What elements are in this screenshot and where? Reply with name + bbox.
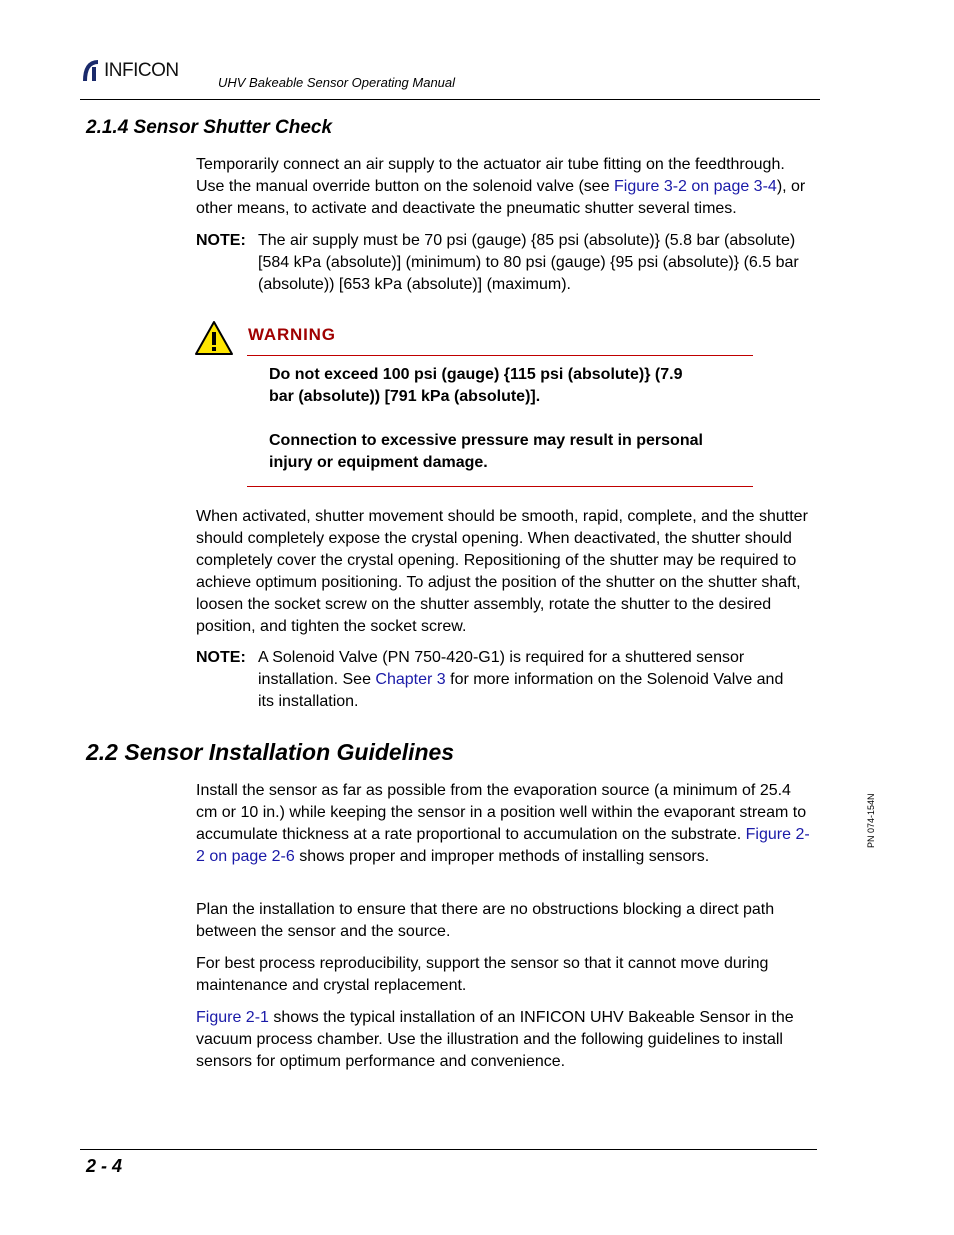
note-solenoid-valve bbox=[258, 647, 803, 713]
logo-text: INFICON bbox=[104, 60, 179, 81]
paragraph-text: Temporarily connect an air supply to the actuator air tube fitting on the feedthrough. Use the manual override button on the solenoid valve (see bbox=[196, 156, 785, 195]
warning-top-rule bbox=[247, 355, 753, 356]
header-title: UHV Bakeable Sensor Operating Manual bbox=[218, 75, 456, 90]
paragraph-text: ), or other means, to activate and deactivate the pneumatic shutter several times. bbox=[196, 178, 806, 217]
plan-installation-paragraph: Plan the installation to ensure that there are no obstructions blocking a direct path between the sensor and the source. bbox=[196, 901, 775, 940]
warning-pressure-limit: Do not exceed 100 psi (gauge) {115 psi (absolute)} (7.9 bar (absolute)) [791 kPa (absolute)]. bbox=[269, 366, 683, 405]
subsection-heading: 2.1.4 Sensor Shutter Check bbox=[86, 117, 333, 138]
note-label: NOTE: bbox=[196, 232, 246, 249]
reproducibility-paragraph: For best process reproducibility, support the sensor so that it cannot move during maintenance and crystal replacement. bbox=[196, 955, 769, 994]
warning-title: WARNING bbox=[248, 325, 336, 344]
note-text: A Solenoid Valve (PN 750-420-G1) is required for a shuttered sensor installation. See bbox=[258, 649, 745, 688]
typical-installation-paragraph bbox=[196, 1007, 811, 1073]
figure-2-2-link[interactable]: Figure 2-2 on page 2-6 bbox=[196, 826, 810, 865]
note-label: NOTE: bbox=[196, 649, 246, 666]
figure-2-1-link[interactable]: Figure 2-1 bbox=[196, 1009, 269, 1026]
note-air-supply: The air supply must be 70 psi (gauge) {85 psi (absolute)} (5.8 bar (absolute) [584 kPa (absolute)] (minimum) to 80 psi (gauge) {95 psi (absolute)} (6.5 bar (absolute)) [653 kPa (absolute)] (maximum). bbox=[258, 232, 799, 293]
figure-3-2-link[interactable]: Figure 3-2 on page 3-4 bbox=[614, 178, 777, 195]
warning-bottom-rule bbox=[247, 486, 753, 487]
footer-rule bbox=[80, 1149, 817, 1150]
header-rule bbox=[80, 99, 820, 100]
part-number-text: PN 074-154N bbox=[866, 793, 876, 848]
shutter-movement-paragraph: When activated, shutter movement should be smooth, rapid, complete, and the shutter should completely expose the crystal opening. When deactivated, the shutter should completely cover the crystal opening. Repositioning of the shutter may be required to achieve optimum positioning. To adjust the position of the shutter on the shutter shaft, loosen the socket screw on the shutter assembly, rotate the shutter to the desired position, and tighten the socket screw. bbox=[196, 508, 808, 635]
page-number: 2 - 4 bbox=[86, 1156, 123, 1176]
inficon-logo bbox=[82, 59, 197, 85]
section-heading: 2.2 Sensor Installation Guidelines bbox=[86, 739, 455, 765]
warning-consequence: Connection to excessive pressure may result in personal injury or equipment damage. bbox=[269, 432, 703, 471]
inficon-logo-icon bbox=[82, 59, 102, 83]
install-distance-paragraph bbox=[196, 780, 816, 868]
warning-triangle-icon bbox=[194, 320, 234, 356]
note-text: for more information on the Solenoid Valve and its installation. bbox=[258, 671, 784, 710]
paragraph-text: Install the sensor as far as possible from the evaporation source (a minimum of 25.4 cm or 10 in.) while keeping the sensor in a position well within the evaporant stream to accumulate thickness at a rate proportional to accumulation on the substrate. bbox=[196, 782, 807, 843]
shutter-check-paragraph bbox=[196, 154, 816, 220]
chapter-3-link[interactable]: Chapter 3 bbox=[375, 671, 446, 688]
paragraph-text: shows the typical installation of an INFICON UHV Bakeable Sensor in the vacuum process chamber. Use the illustration and the following guidelines to install sensors for optimum performance and convenience. bbox=[196, 1009, 794, 1070]
paragraph-text: shows proper and improper methods of installing sensors. bbox=[294, 848, 710, 865]
